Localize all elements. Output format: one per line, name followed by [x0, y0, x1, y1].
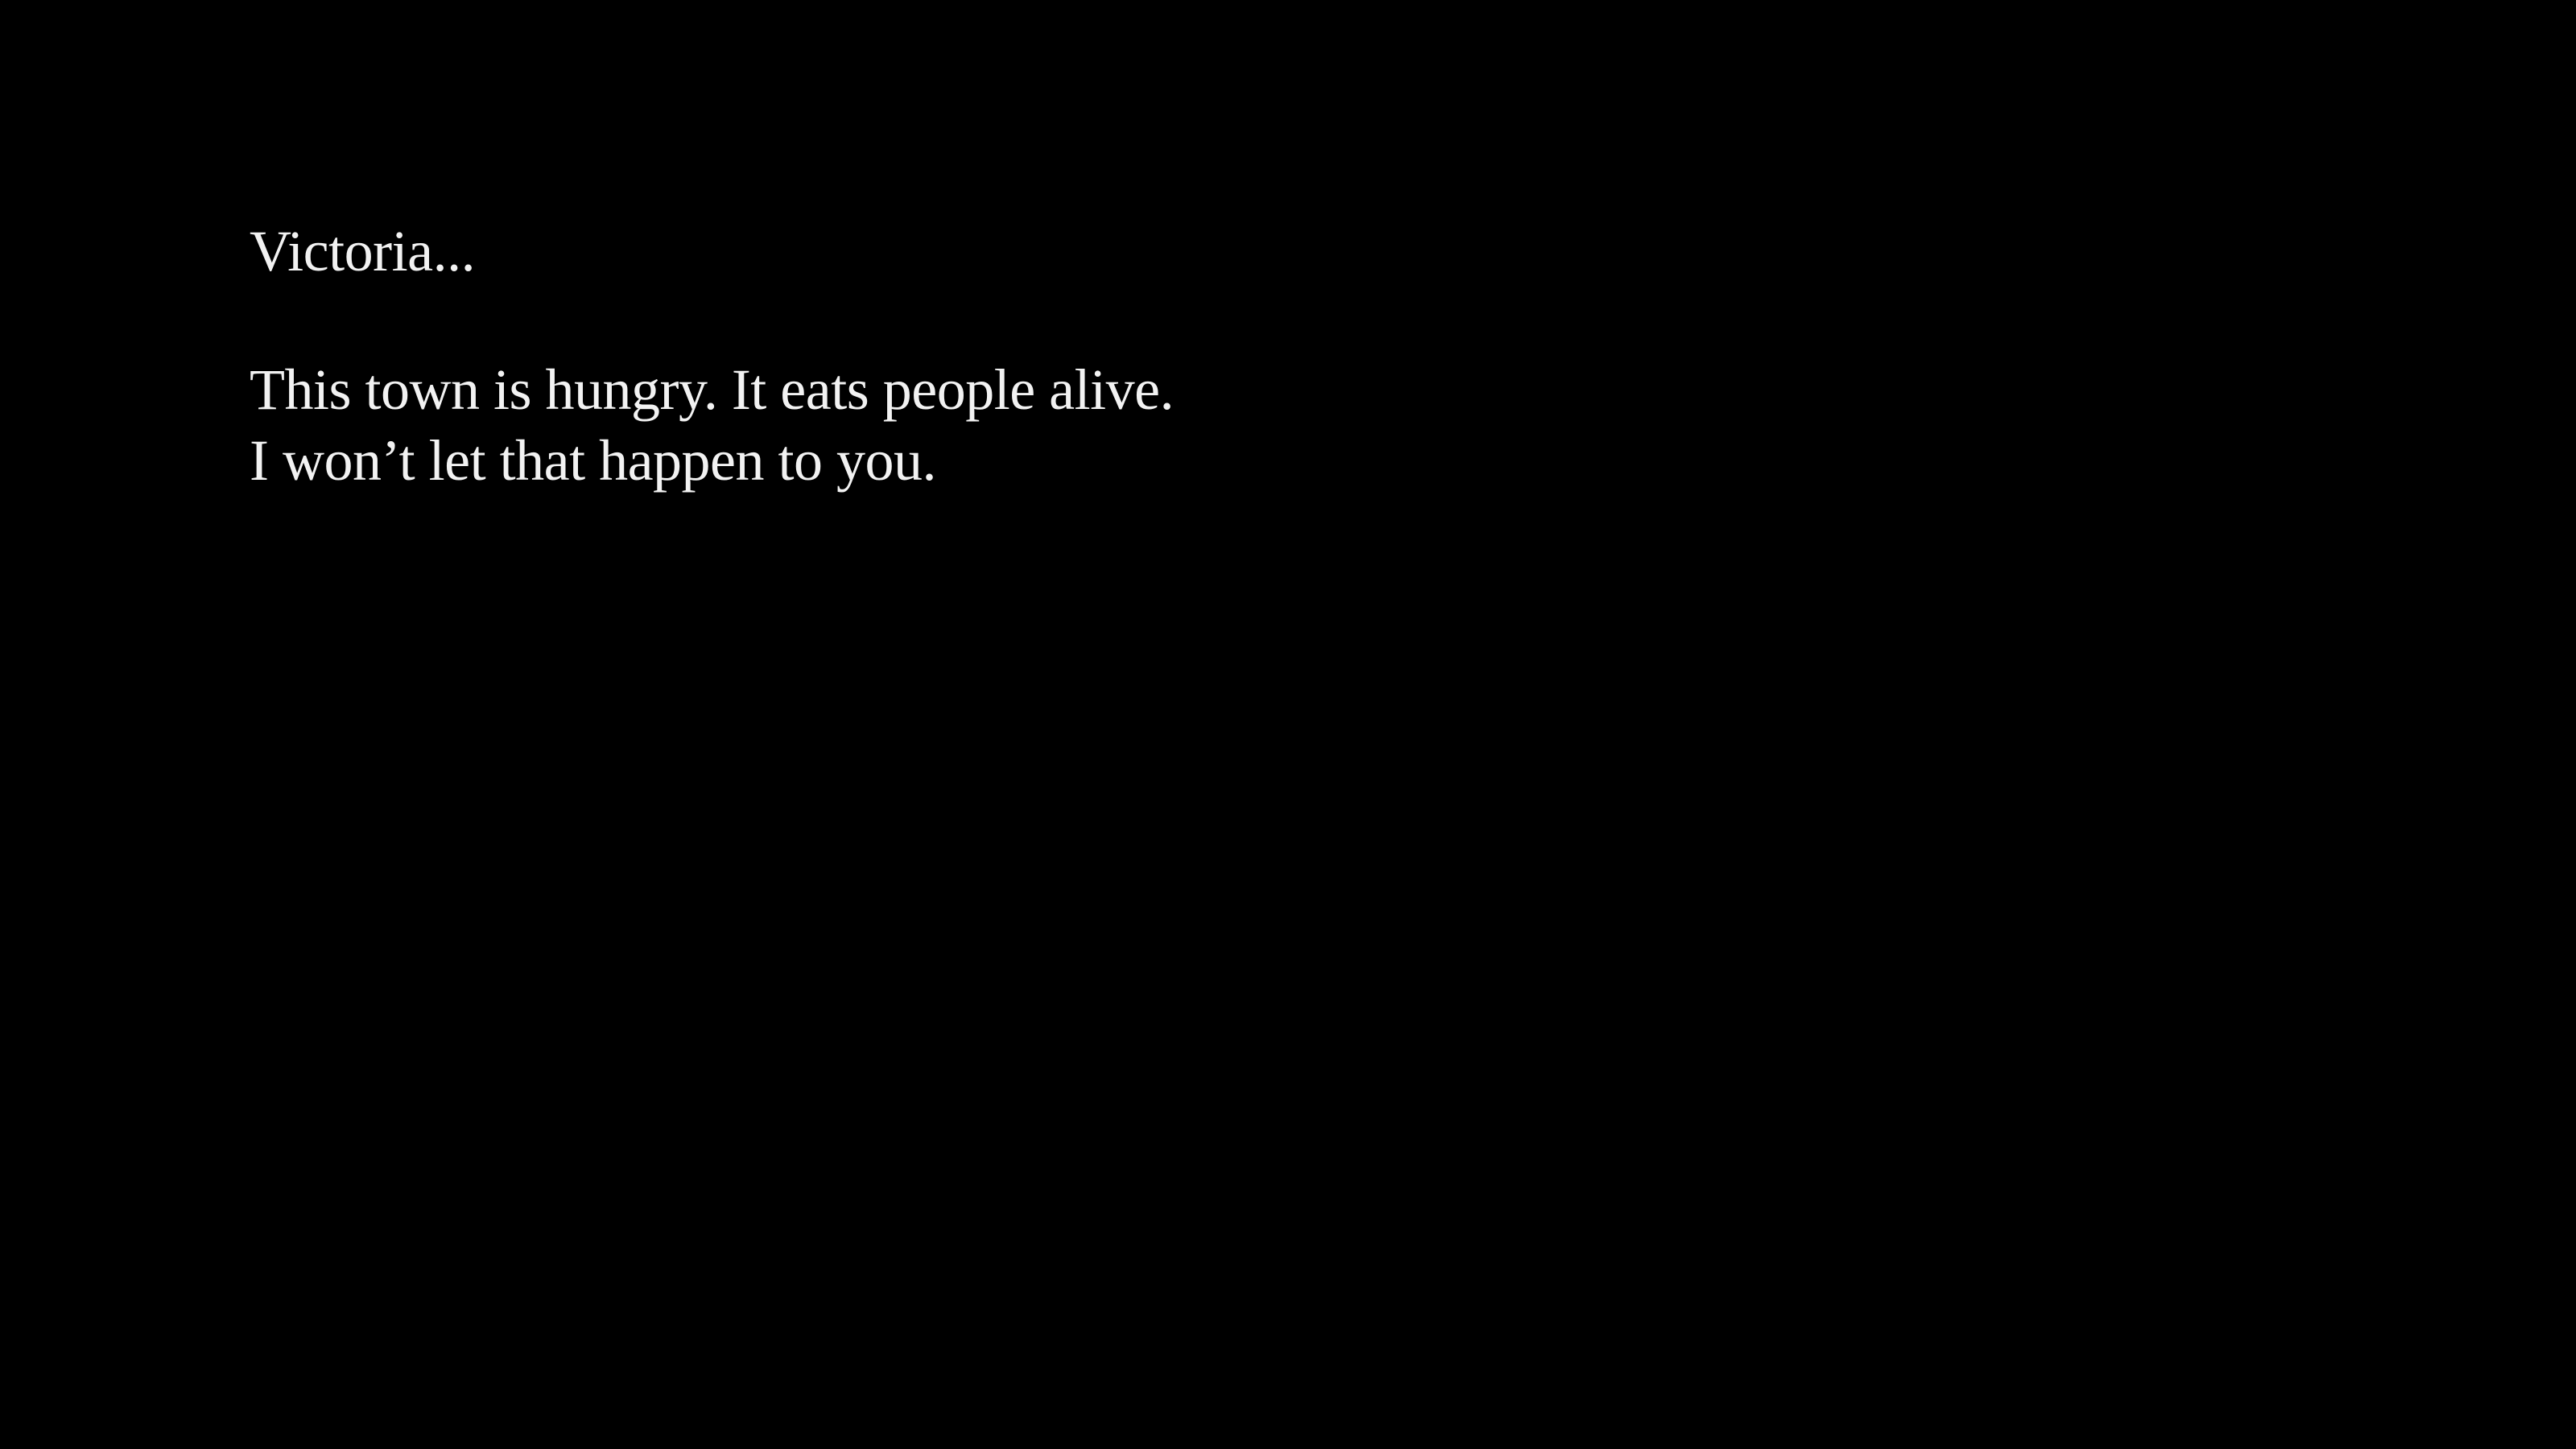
dialogue-box[interactable]: [250, 216, 2343, 496]
dialogue-line: I won’t let that happen to you.: [250, 428, 936, 493]
dialogue-line: This town is hungry. It eats people alive.: [250, 357, 1174, 422]
dialogue-spacer: [250, 287, 2343, 354]
dialogue-address: Victoria...: [250, 219, 476, 283]
